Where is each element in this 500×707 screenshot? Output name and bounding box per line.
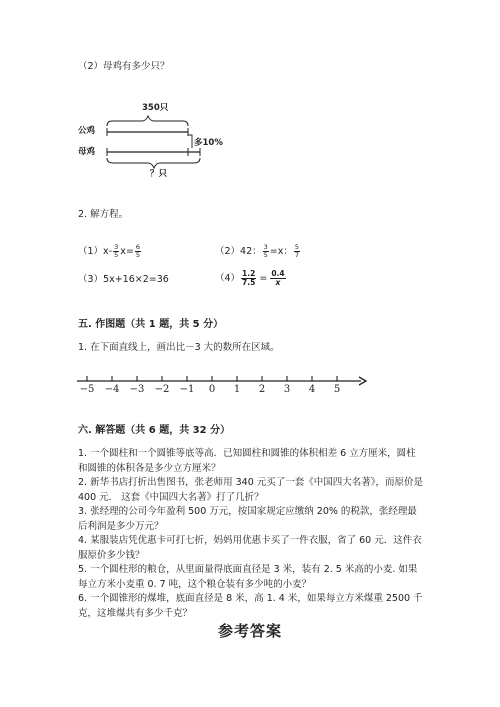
- equation-4: （4） $\frac{1.2}{7.5}$ = $\frac{0.4}{x}$: [215, 269, 285, 287]
- side-bracket: [188, 135, 192, 148]
- problem-item: 5. 一个圆柱形的粮仓，从里面量得底面直径是 3 米，装有 2. 5 米高的小麦. 如果每立方米小麦重 0. 7 吨，这个粮仓装有多少吨的小麦？: [78, 564, 418, 590]
- fraction: $\frac{5}{7}$: [294, 243, 300, 259]
- problem-item: 4. 某服装店凭优惠卡可打七折，妈妈用优惠卡买了一件衣服，省了 60 元．这件衣服原价多少钱？: [78, 535, 422, 561]
- equation-3: （3）5x+16×2=36: [78, 274, 169, 285]
- answer-key-title: 参考答案: [217, 622, 282, 640]
- fraction: $\frac{6}{5}$: [135, 243, 140, 259]
- problem-item: 1. 一个圆柱和一个圆锥等底等高．已知圆柱和圆锥的体积相差 6 立方厘米，圆柱和圆锥的体积各是多少立方厘米？: [78, 448, 416, 474]
- number-line-tick-label: 2: [258, 384, 266, 395]
- question-2: [78, 60, 170, 73]
- section-6-problems: [78, 447, 423, 621]
- problem-item: 2. 新华书店打折出售图书，张老师用 340 元买了一套《中国四大名著》，而原价是 400 元． 这套《中国四大名著》打了几折？: [78, 477, 424, 503]
- extra-percent-label: 多10%: [194, 138, 223, 148]
- quantity-diagram: [78, 103, 258, 188]
- total-label: 350只: [142, 103, 169, 113]
- number-line-tick-label: −4: [104, 384, 120, 395]
- bottom-brace: [107, 158, 200, 168]
- number-line-tick-label: 1: [233, 384, 241, 395]
- solve-heading: 2. 解方程。: [78, 209, 129, 220]
- number-line-tick-label: −3: [129, 384, 145, 395]
- section-6-heading: 六. 解答题（共 6 题，共 32 分）: [78, 425, 231, 436]
- number-line-tick-label: 4: [308, 384, 316, 395]
- number-line-tick-label: 3: [283, 384, 291, 395]
- question-number: （2）: [78, 61, 104, 72]
- fraction: $\frac{0.4}{x}$: [271, 269, 285, 287]
- fraction: $\frac{3}{5}$: [263, 243, 268, 259]
- number-line-tick-label: −1: [179, 384, 195, 395]
- number-line-tick-label: 0: [208, 384, 216, 395]
- problem-item: 6. 一个圆锥形的煤堆，底面直径是 8 米，高 1. 4 米，如果每立方米煤重 2500 千克，这堆煤共有多少千克？: [78, 593, 423, 619]
- unknown-label: ？只: [150, 169, 168, 179]
- fraction: $\frac{3}{5}$: [114, 243, 119, 259]
- section-5-question-1: 1. 在下面直线上，画出比－3 大的数所在区域。: [78, 342, 280, 353]
- section-5-heading: 五. 作图题（共 1 题，共 5 分）: [78, 319, 224, 330]
- equation-2: （2）42： $\frac{3}{5}$ =x： $\frac{5}{7}$: [215, 243, 300, 259]
- problem-item: 3. 张经理的公司今年盈利 500 万元，按国家规定应缴纳 20% 的税款，张经理最后利润是多少万元？: [78, 506, 417, 532]
- rooster-label: 公鸡: [78, 126, 96, 136]
- equation-1: （1）x- $\frac{3}{5}$ x= $\frac{6}{5}$: [78, 243, 140, 259]
- number-line: [75, 372, 370, 402]
- fraction: $\frac{1.2}{7.5}$: [242, 269, 256, 287]
- number-line-tick-label: −5: [79, 384, 95, 395]
- hen-label: 母鸡: [78, 147, 96, 157]
- top-brace: [107, 116, 188, 126]
- question-text: 母鸡有多少只？: [103, 61, 170, 72]
- number-line-tick-label: −2: [154, 384, 170, 395]
- diagram-svg: [78, 108, 258, 188]
- number-line-tick-label: 5: [333, 384, 341, 395]
